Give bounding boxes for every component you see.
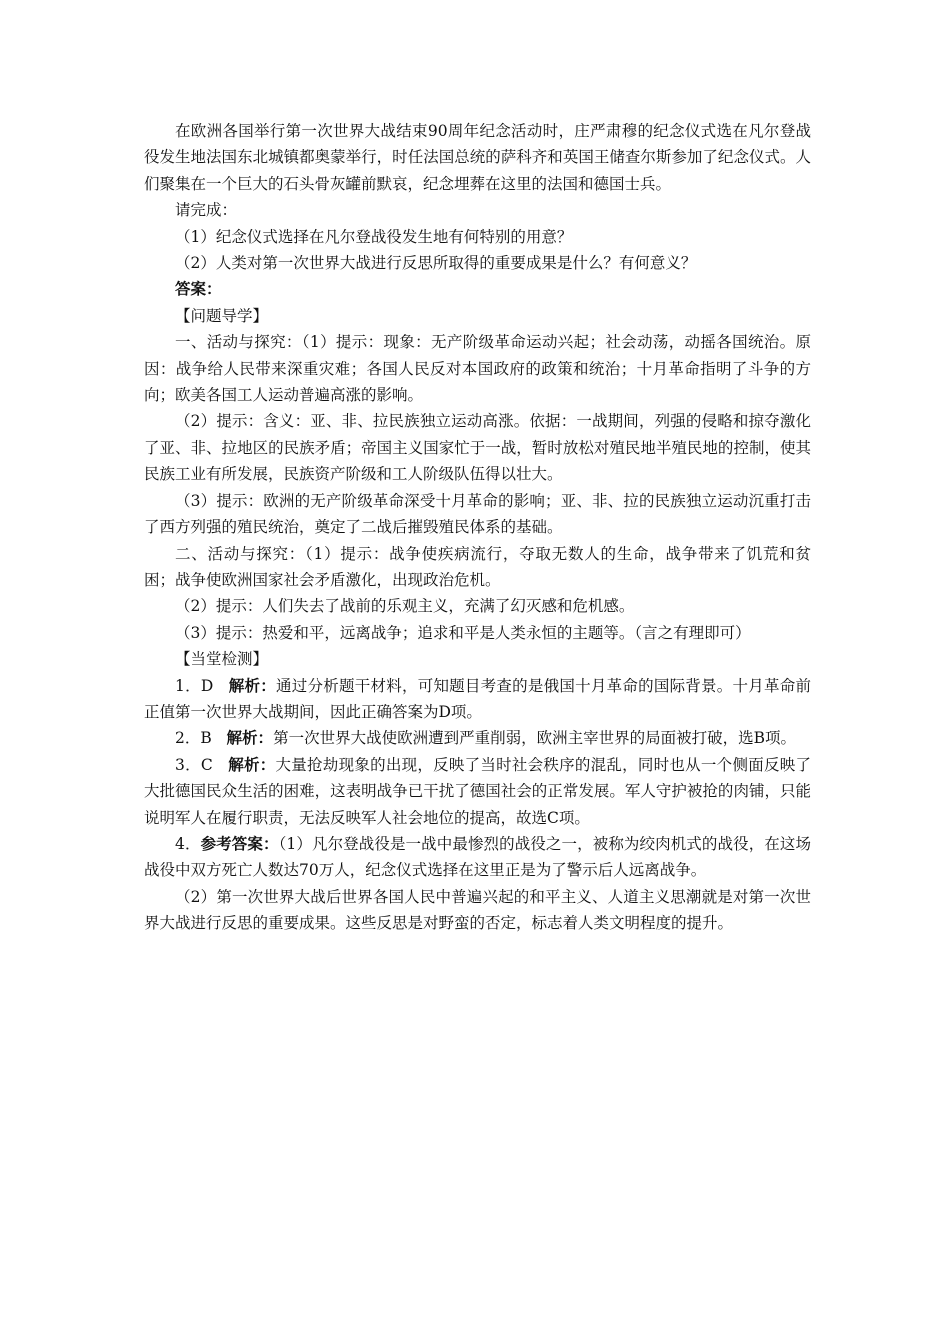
section-heading-test: 【当堂检测】 bbox=[175, 650, 269, 669]
guide-paragraph-3: （3）提示：欧洲的无产阶级革命深受十月革命的影响；亚、非、拉的民族独立运动沉重打击了西方列强的殖民统治，奠定了二战后摧毁殖民体系的基础。 bbox=[144, 491, 811, 537]
answer-4-label: 参考答案： bbox=[200, 833, 279, 853]
answer-4-part-2: （2）第一次世界大战后世界各国人民中普遍兴起的和平主义、人道主义思潮就是对第一次世界大战进行反思的重要成果。这些反思是对野蛮的否定，标志着人类文明程度的提升。 bbox=[144, 887, 811, 933]
prompt-line: 请完成： bbox=[175, 201, 238, 220]
guide-paragraph-4: 二、活动与探究：（1）提示：战争使疾病流行，夺取无数人的生命，战争带来了饥荒和贫困；战争使欧洲国家社会矛盾激化，出现政治危机。 bbox=[144, 544, 811, 589]
answer-3-label: 解析： bbox=[228, 754, 276, 774]
intro-paragraph: 在欧洲各国举行第一次世界大战结束90周年纪念活动时，庄严肃穆的纪念仪式选在凡尔登战役发生地法国东北城镇都奥蒙举行，时任法国总统的萨科齐和英国王储查尔斯参加了纪念仪式。人们聚集在一个巨大的石头骨灰罐前默哀，纪念埋葬在这里的法国和德国士兵。 bbox=[144, 122, 811, 193]
guide-paragraph-5: （2）提示：人们失去了战前的乐观主义，充满了幻灭感和危机感。 bbox=[175, 597, 635, 616]
answer-1 bbox=[144, 673, 811, 726]
guide-paragraph-2: （2）提示：含义：亚、非、拉民族独立运动高涨。依据：一战期间，列强的侵略和掠夺激化了亚、非、拉地区的民族矛盾；帝国主义国家忙于一战，暂时放松对殖民地半殖民地的控制，使其民族工业有所发展，民族资产阶级和工人阶级队伍得以壮大。 bbox=[144, 412, 811, 484]
answer-3 bbox=[144, 752, 811, 831]
answer-2 bbox=[144, 725, 811, 751]
answer-4-number: 4． bbox=[175, 834, 201, 853]
answer-1-number: 1．D bbox=[175, 676, 214, 695]
answer-4-text: （1）凡尔登战役是一战中最惨烈的战役之一，被称为绞肉机式的战役，在这场战役中双方死亡人数达70万人，纪念仪式选择在这里正是为了警示后人远离战争。 bbox=[144, 834, 811, 880]
answer-2-text: 第一次世界大战使欧洲遭到严重削弱，欧洲主宰世界的局面被打破，选B项。 bbox=[273, 729, 796, 748]
answer-2-label: 解析： bbox=[226, 728, 274, 748]
question-1: （1）纪念仪式选择在凡尔登战役发生地有何特别的用意？ bbox=[175, 227, 573, 246]
answer-1-text: 通过分析题干材料，可知题目考查的是俄国十月革命的国际背景。十月革命前正值第一次世界大战期间，因此正确答案为D项。 bbox=[144, 676, 811, 721]
answers-heading bbox=[144, 276, 811, 302]
answer-3-number: 3．C bbox=[175, 755, 213, 774]
guide-paragraph-1: 一、活动与探究：（1）提示：现象：无产阶级革命运动兴起；社会动荡，动摇各国统治。原因：战争给人民带来深重灾难；各国人民反对本国政府的政策和统治；十月革命指明了斗争的方向；欧美各国工人运动普遍高涨的影响。 bbox=[144, 333, 811, 405]
guide-paragraph-6: （3）提示：热爱和平，远离战争；追求和平是人类永恒的主题等。（言之有理即可） bbox=[175, 623, 751, 642]
answer-3-text: 大量抢劫现象的出现，反映了当时社会秩序的混乱，同时也从一个侧面反映了大批德国民众生活的困难，这表明战争已干扰了德国社会的正常发展。军人守护被抢的肉铺，只能说明军人在履行职责，无法反映军人社会地位的提高，故选C项。 bbox=[144, 755, 811, 827]
section-heading-guide: 【问题导学】 bbox=[175, 306, 269, 325]
document-body bbox=[144, 118, 811, 937]
answer-1-label: 解析： bbox=[228, 675, 277, 695]
question-2: （2）人类对第一次世界大战进行反思所取得的重要成果是什么？有何意义？ bbox=[175, 254, 697, 273]
answers-heading-text: 答案： bbox=[175, 279, 222, 299]
answer-2-number: 2．B bbox=[175, 729, 212, 748]
answer-4 bbox=[144, 831, 811, 884]
